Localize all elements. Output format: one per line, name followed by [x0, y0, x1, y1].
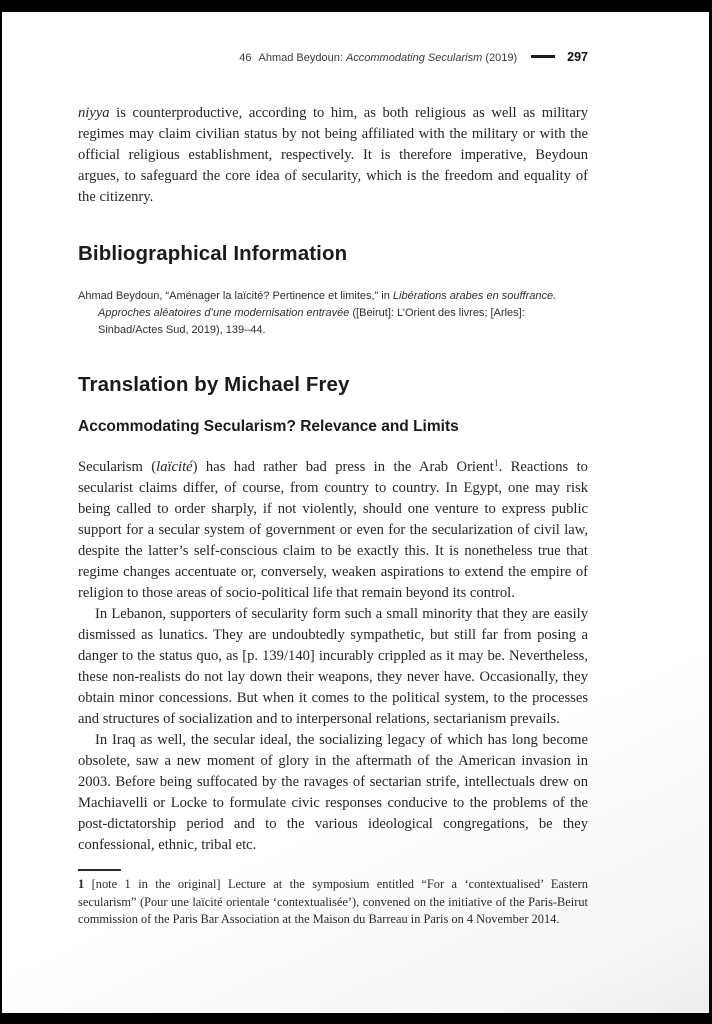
running-head-year: (2019) [482, 52, 518, 64]
text-segment: Ahmad Beydoun, “Aménager la laïcité? Pertinence et limites,” in [78, 290, 393, 302]
text-segment: ([Beirut]: L’Orient des livres; [Arles]: Sinbad/Actes Sud, 2019), 139–44. [98, 307, 525, 336]
text-segment: 1 [78, 877, 85, 891]
bibliographic-citation [78, 288, 588, 339]
text-segment: [note 1 in the original] Lecture at the symposium entitled “For a ‘contextualised’ Eastern secularism” (Pour une laïcité orientale ‘contextualisée’), convened on the initiative of the Paris-Beirut commission of the Paris Bar Association at the Maison du Barreau in Paris on 4 November 2014. [78, 877, 588, 926]
text-segment: Secularism ( [78, 459, 157, 475]
header-rule [531, 55, 555, 58]
chapter-number: 46 [239, 52, 252, 64]
page-number: 297 [567, 50, 588, 64]
running-head-author: Ahmad Beydoun: [258, 52, 346, 64]
section-heading-translation: Translation by Michael Frey [78, 373, 350, 396]
text-segment: ) has had rather bad press in the Arab Orient [192, 459, 494, 475]
running-head-title: Accommodating Secularism [345, 52, 483, 64]
book-page [2, 12, 709, 1013]
text-segment: In Lebanon, supporters of secularity form such a small minority that they are easily dismissed as lunatics. They are undoubtedly sympathetic, but still far from posing a danger to the status quo, as [p. 139/140] incurably crippled as it may be. Nevertheless, these non-realists do not lay down their weapons, they never have. Occasionally, they obtain minor concessions. But when it comes to the political system, to the processes and structures of socialization and to interpersonal relations, sectarianism prevails. [78, 606, 588, 727]
body-paragraph [78, 604, 588, 730]
text-segment: In Iraq as well, the secular ideal, the socializing legacy of which has long become obsolete, saw a new moment of glory in the aftermath of the American invasion in 2003. Before being suffocated by the ravages of sectarian strife, intellectuals drew on Machiavelli or Locke to formulate civic responses conducive to the problems of the post-dictatorship period and to the various ideological congregations, be they confessional, ethnic, tribal etc. [78, 732, 588, 853]
body-paragraph [78, 457, 588, 604]
text-segment: . Reactions to secularist claims differ, of course, from country to country. In Egypt, one may risk being called to order sharply, if not violently, should one venture to express public support for a secular system of government or even for the secularization of civil law, despite the latter’s self-conscious claim to be exactly this. It is nonetheless true that regime changes accentuate or, conversely, weaken aspirations to extend the empire of religion to those areas of socio-political life that remain beyond its control. [78, 459, 588, 601]
text-segment: niyya [78, 105, 110, 121]
running-head [78, 50, 588, 65]
subsection-heading-article-title: Accommodating Secularism? Relevance and Limits [78, 418, 459, 435]
translation-body [78, 457, 588, 856]
section-heading-bibliographical-information: Bibliographical Information [78, 242, 348, 265]
text-segment: 1 [493, 459, 499, 469]
body-paragraph [78, 730, 588, 856]
text-segment: is counterproductive, according to him, as both religious as well as military regimes may claim civilian status by not being affiliated with the military or with the official religious establishment, respectively. It is therefore imperative, Beydoun argues, to safeguard the core idea of secularity, which is the freedom and equality of the citizenry. [78, 105, 588, 205]
footnote [78, 876, 588, 929]
paragraph-continuation [78, 103, 588, 208]
text-segment: laïcité [156, 459, 193, 475]
text-segment: Libérations arabes en souffrance. Approches aléatoires d’une modernisation entravée [98, 290, 557, 319]
page-content [78, 12, 588, 941]
footnote-separator [78, 869, 121, 871]
